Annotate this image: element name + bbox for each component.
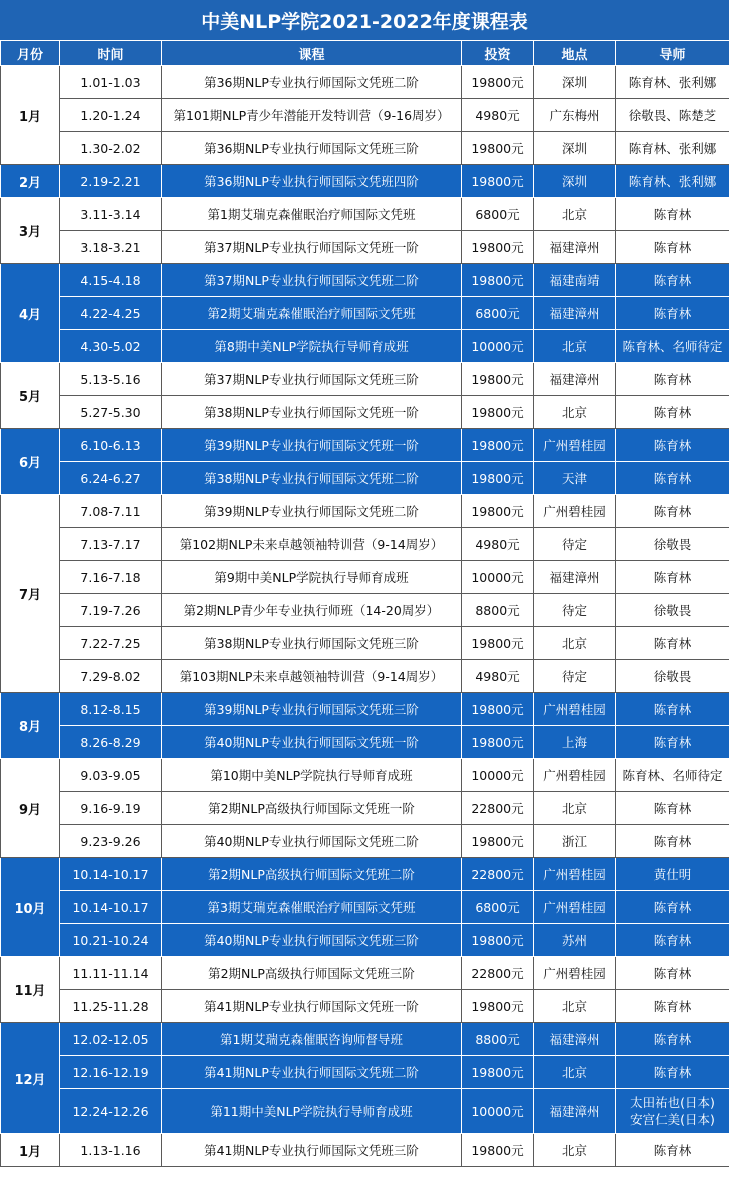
teacher-cell: 陈育林	[616, 693, 729, 726]
teacher-cell: 陈育林、张利娜	[616, 66, 729, 99]
time-cell: 1.30-2.02	[60, 132, 162, 165]
month-cell: 10月	[1, 858, 60, 957]
teacher-cell: 陈育林、张利娜	[616, 132, 729, 165]
month-cell: 7月	[1, 495, 60, 693]
time-cell: 8.12-8.15	[60, 693, 162, 726]
table-row	[1, 495, 729, 528]
teacher-cell: 徐敬畏	[616, 528, 729, 561]
course-cell: 第39期NLP专业执行师国际文凭班一阶	[162, 429, 462, 462]
time-cell: 4.15-4.18	[60, 264, 162, 297]
table-row	[1, 561, 729, 594]
course-cell: 第40期NLP专业执行师国际文凭班三阶	[162, 924, 462, 957]
price-cell: 22800元	[462, 957, 534, 990]
location-cell: 广州碧桂园	[534, 693, 616, 726]
course-cell: 第8期中美NLP学院执行导师育成班	[162, 330, 462, 363]
time-cell: 10.14-10.17	[60, 858, 162, 891]
time-cell: 5.27-5.30	[60, 396, 162, 429]
course-cell: 第1期艾瑞克森催眠治疗师国际文凭班	[162, 198, 462, 231]
time-cell: 9.03-9.05	[60, 759, 162, 792]
course-cell: 第38期NLP专业执行师国际文凭班二阶	[162, 462, 462, 495]
location-cell: 北京	[534, 627, 616, 660]
location-cell: 北京	[534, 1134, 616, 1167]
course-cell: 第40期NLP专业执行师国际文凭班二阶	[162, 825, 462, 858]
teacher-cell: 陈育林	[616, 990, 729, 1023]
table-row	[1, 1134, 729, 1167]
price-cell: 4980元	[462, 528, 534, 561]
price-cell: 19800元	[462, 825, 534, 858]
month-cell: 4月	[1, 264, 60, 363]
location-cell: 北京	[534, 396, 616, 429]
header-teacher: 导师	[616, 41, 729, 66]
price-cell: 10000元	[462, 759, 534, 792]
table-row	[1, 1023, 729, 1056]
table-row	[1, 825, 729, 858]
teacher-cell: 徐敬畏	[616, 660, 729, 693]
teacher-cell: 陈育林	[616, 957, 729, 990]
location-cell: 福建南靖	[534, 264, 616, 297]
table-row	[1, 528, 729, 561]
table-row	[1, 924, 729, 957]
teacher-cell: 陈育林	[616, 726, 729, 759]
location-cell: 广州碧桂园	[534, 858, 616, 891]
table-row	[1, 99, 729, 132]
table-row	[1, 66, 729, 99]
time-cell: 4.30-5.02	[60, 330, 162, 363]
time-cell: 4.22-4.25	[60, 297, 162, 330]
table-row	[1, 231, 729, 264]
teacher-cell: 徐敬畏、陈楚芝	[616, 99, 729, 132]
time-cell: 7.13-7.17	[60, 528, 162, 561]
course-cell: 第9期中美NLP学院执行导师育成班	[162, 561, 462, 594]
time-cell: 11.11-11.14	[60, 957, 162, 990]
location-cell: 福建漳州	[534, 297, 616, 330]
price-cell: 10000元	[462, 561, 534, 594]
header-location: 地点	[534, 41, 616, 66]
teacher-cell: 陈育林	[616, 429, 729, 462]
course-cell: 第37期NLP专业执行师国际文凭班一阶	[162, 231, 462, 264]
price-cell: 10000元	[462, 1089, 534, 1134]
price-cell: 19800元	[462, 990, 534, 1023]
month-cell: 1月	[1, 1134, 60, 1167]
table-row	[1, 792, 729, 825]
location-cell: 福建漳州	[534, 363, 616, 396]
location-cell: 北京	[534, 990, 616, 1023]
location-cell: 深圳	[534, 165, 616, 198]
course-cell: 第10期中美NLP学院执行导师育成班	[162, 759, 462, 792]
course-cell: 第41期NLP专业执行师国际文凭班一阶	[162, 990, 462, 1023]
table-row	[1, 165, 729, 198]
month-cell: 11月	[1, 957, 60, 1023]
course-cell: 第41期NLP专业执行师国际文凭班三阶	[162, 1134, 462, 1167]
price-cell: 19800元	[462, 924, 534, 957]
price-cell: 19800元	[462, 726, 534, 759]
time-cell: 10.14-10.17	[60, 891, 162, 924]
table-row	[1, 693, 729, 726]
location-cell: 深圳	[534, 66, 616, 99]
price-cell: 22800元	[462, 792, 534, 825]
price-cell: 19800元	[462, 627, 534, 660]
header-row	[1, 41, 729, 66]
table-row	[1, 726, 729, 759]
price-cell: 19800元	[462, 363, 534, 396]
teacher-cell: 陈育林	[616, 891, 729, 924]
course-cell: 第2期NLP高级执行师国际文凭班二阶	[162, 858, 462, 891]
table-row	[1, 1089, 729, 1134]
price-cell: 10000元	[462, 330, 534, 363]
time-cell: 1.20-1.24	[60, 99, 162, 132]
time-cell: 3.18-3.21	[60, 231, 162, 264]
table-row	[1, 957, 729, 990]
price-cell: 22800元	[462, 858, 534, 891]
price-cell: 19800元	[462, 264, 534, 297]
location-cell: 苏州	[534, 924, 616, 957]
teacher-cell: 陈育林	[616, 1134, 729, 1167]
location-cell: 福建漳州	[534, 561, 616, 594]
course-cell: 第2期艾瑞克森催眠治疗师国际文凭班	[162, 297, 462, 330]
table-row	[1, 660, 729, 693]
teacher-cell: 陈育林	[616, 198, 729, 231]
price-cell: 19800元	[462, 693, 534, 726]
time-cell: 7.22-7.25	[60, 627, 162, 660]
price-cell: 19800元	[462, 132, 534, 165]
location-cell: 北京	[534, 792, 616, 825]
time-cell: 2.19-2.21	[60, 165, 162, 198]
price-cell: 8800元	[462, 1023, 534, 1056]
course-cell: 第3期艾瑞克森催眠治疗师国际文凭班	[162, 891, 462, 924]
location-cell: 北京	[534, 1056, 616, 1089]
time-cell: 12.16-12.19	[60, 1056, 162, 1089]
time-cell: 1.13-1.16	[60, 1134, 162, 1167]
month-cell: 5月	[1, 363, 60, 429]
teacher-cell: 陈育林	[616, 1056, 729, 1089]
month-cell: 12月	[1, 1023, 60, 1134]
teacher-cell: 陈育林	[616, 462, 729, 495]
price-cell: 6800元	[462, 198, 534, 231]
time-cell: 11.25-11.28	[60, 990, 162, 1023]
course-cell: 第103期NLP未来卓越领袖特训营（9-14周岁）	[162, 660, 462, 693]
course-cell: 第2期NLP高级执行师国际文凭班一阶	[162, 792, 462, 825]
month-cell: 2月	[1, 165, 60, 198]
time-cell: 10.21-10.24	[60, 924, 162, 957]
course-cell: 第38期NLP专业执行师国际文凭班三阶	[162, 627, 462, 660]
teacher-cell: 陈育林	[616, 264, 729, 297]
header-month: 月份	[1, 41, 60, 66]
course-cell: 第38期NLP专业执行师国际文凭班一阶	[162, 396, 462, 429]
course-cell: 第37期NLP专业执行师国际文凭班三阶	[162, 363, 462, 396]
month-cell: 8月	[1, 693, 60, 759]
location-cell: 浙江	[534, 825, 616, 858]
course-cell: 第36期NLP专业执行师国际文凭班三阶	[162, 132, 462, 165]
month-cell: 6月	[1, 429, 60, 495]
teacher-cell: 陈育林	[616, 231, 729, 264]
table-row	[1, 198, 729, 231]
price-cell: 19800元	[462, 396, 534, 429]
price-cell: 8800元	[462, 594, 534, 627]
month-cell: 3月	[1, 198, 60, 264]
teacher-cell: 陈育林、名师待定	[616, 759, 729, 792]
teacher-cell: 黄仕明	[616, 858, 729, 891]
teacher-cell: 陈育林、名师待定	[616, 330, 729, 363]
time-cell: 7.16-7.18	[60, 561, 162, 594]
location-cell: 福建漳州	[534, 1089, 616, 1134]
teacher-cell: 陈育林	[616, 792, 729, 825]
time-cell: 6.24-6.27	[60, 462, 162, 495]
teacher-cell: 陈育林	[616, 363, 729, 396]
teacher-cell: 陈育林	[616, 561, 729, 594]
header-time: 时间	[60, 41, 162, 66]
location-cell: 待定	[534, 660, 616, 693]
location-cell: 广州碧桂园	[534, 495, 616, 528]
price-cell: 19800元	[462, 66, 534, 99]
table-row	[1, 132, 729, 165]
location-cell: 广州碧桂园	[534, 429, 616, 462]
teacher-cell: 陈育林、张利娜	[616, 165, 729, 198]
course-cell: 第102期NLP未来卓越领袖特训营（9-14周岁）	[162, 528, 462, 561]
teacher-cell: 陈育林	[616, 297, 729, 330]
time-cell: 7.08-7.11	[60, 495, 162, 528]
header-course: 课程	[162, 41, 462, 66]
location-cell: 上海	[534, 726, 616, 759]
time-cell: 12.02-12.05	[60, 1023, 162, 1056]
time-cell: 7.29-8.02	[60, 660, 162, 693]
time-cell: 7.19-7.26	[60, 594, 162, 627]
table-row	[1, 858, 729, 891]
course-cell: 第40期NLP专业执行师国际文凭班一阶	[162, 726, 462, 759]
table-row	[1, 1056, 729, 1089]
location-cell: 福建漳州	[534, 231, 616, 264]
course-cell: 第39期NLP专业执行师国际文凭班二阶	[162, 495, 462, 528]
location-cell: 天津	[534, 462, 616, 495]
course-cell: 第37期NLP专业执行师国际文凭班二阶	[162, 264, 462, 297]
teacher-cell: 陈育林	[616, 1023, 729, 1056]
table-row	[1, 264, 729, 297]
table-row	[1, 330, 729, 363]
time-cell: 9.16-9.19	[60, 792, 162, 825]
table-row	[1, 297, 729, 330]
time-cell: 3.11-3.14	[60, 198, 162, 231]
price-cell: 19800元	[462, 231, 534, 264]
location-cell: 北京	[534, 330, 616, 363]
course-cell: 第1期艾瑞克森催眠咨询师督导班	[162, 1023, 462, 1056]
time-cell: 5.13-5.16	[60, 363, 162, 396]
location-cell: 待定	[534, 528, 616, 561]
month-cell: 1月	[1, 66, 60, 165]
course-cell: 第39期NLP专业执行师国际文凭班三阶	[162, 693, 462, 726]
price-cell: 19800元	[462, 1056, 534, 1089]
price-cell: 19800元	[462, 495, 534, 528]
price-cell: 19800元	[462, 462, 534, 495]
table-row	[1, 363, 729, 396]
teacher-cell: 陈育林	[616, 627, 729, 660]
teacher-cell: 陈育林	[616, 396, 729, 429]
location-cell: 福建漳州	[534, 1023, 616, 1056]
price-cell: 4980元	[462, 660, 534, 693]
teacher-cell: 陈育林	[616, 924, 729, 957]
price-cell: 19800元	[462, 429, 534, 462]
time-cell: 6.10-6.13	[60, 429, 162, 462]
table-header	[1, 41, 729, 66]
course-cell: 第11期中美NLP学院执行导师育成班	[162, 1089, 462, 1134]
teacher-cell: 陈育林	[616, 825, 729, 858]
location-cell: 广州碧桂园	[534, 759, 616, 792]
course-schedule-table	[0, 40, 729, 1167]
time-cell: 1.01-1.03	[60, 66, 162, 99]
price-cell: 19800元	[462, 165, 534, 198]
course-cell: 第41期NLP专业执行师国际文凭班二阶	[162, 1056, 462, 1089]
location-cell: 广东梅州	[534, 99, 616, 132]
month-cell: 9月	[1, 759, 60, 858]
header-price: 投资	[462, 41, 534, 66]
table-row	[1, 759, 729, 792]
table-row	[1, 891, 729, 924]
time-cell: 8.26-8.29	[60, 726, 162, 759]
location-cell: 待定	[534, 594, 616, 627]
table-row	[1, 462, 729, 495]
table-row	[1, 396, 729, 429]
location-cell: 深圳	[534, 132, 616, 165]
teacher-cell: 徐敬畏	[616, 594, 729, 627]
location-cell: 北京	[534, 198, 616, 231]
table-row	[1, 990, 729, 1023]
table-body	[1, 66, 729, 1167]
price-cell: 19800元	[462, 1134, 534, 1167]
course-cell: 第101期NLP青少年潜能开发特训营（9-16周岁）	[162, 99, 462, 132]
page-title: 中美NLP学院2021-2022年度课程表	[0, 0, 729, 41]
price-cell: 6800元	[462, 891, 534, 924]
teacher-cell: 陈育林	[616, 495, 729, 528]
table-row	[1, 627, 729, 660]
course-cell: 第36期NLP专业执行师国际文凭班四阶	[162, 165, 462, 198]
course-cell: 第2期NLP高级执行师国际文凭班三阶	[162, 957, 462, 990]
location-cell: 广州碧桂园	[534, 957, 616, 990]
course-cell: 第36期NLP专业执行师国际文凭班二阶	[162, 66, 462, 99]
course-cell: 第2期NLP青少年专业执行师班（14-20周岁）	[162, 594, 462, 627]
price-cell: 6800元	[462, 297, 534, 330]
location-cell: 广州碧桂园	[534, 891, 616, 924]
table-row	[1, 594, 729, 627]
teacher-cell: 太田祐也(日本) 安宫仁美(日本)	[616, 1089, 729, 1134]
time-cell: 12.24-12.26	[60, 1089, 162, 1134]
price-cell: 4980元	[462, 99, 534, 132]
time-cell: 9.23-9.26	[60, 825, 162, 858]
table-row	[1, 429, 729, 462]
